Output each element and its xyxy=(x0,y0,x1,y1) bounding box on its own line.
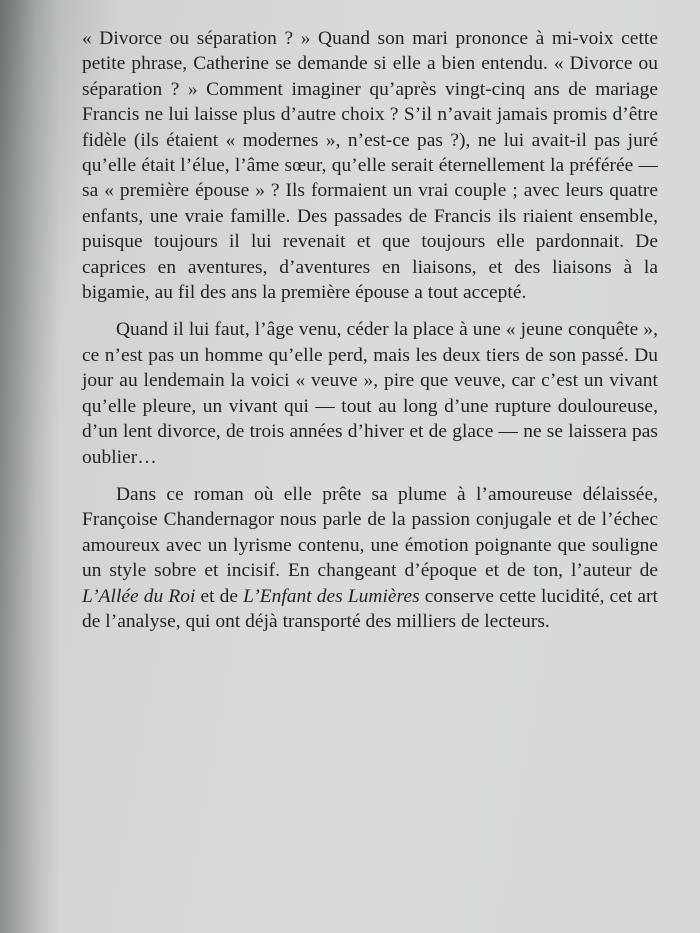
paragraph-3 xyxy=(82,482,658,634)
paragraph-3-text-part3: conserve cette lucidité, cet art de l’analyse, qui ont déjà transporté des milliers de lecteurs. xyxy=(82,585,658,632)
paragraph-2-text: Quand il lui faut, l’âge venu, céder la place à une « jeune conquête », ce n’est pas un homme qu’elle perd, mais les deux tiers de son passé. Du jour au lendemain la voici « veuve », pire que veuve, car c’est un vivant qu’elle pleure, un vivant qui — tout au long d’une rupture douloureuse, d’un lent divorce, de trois années d’hiver et de glace — ne se laissera pas oublier… xyxy=(82,319,658,468)
book-title-allee-du-roi: L’Allée du Roi xyxy=(82,585,196,607)
paragraph-3-text-part1: Dans ce roman où elle prête sa plume à l’amoureuse délaissée, Françoise Chandernagor nous parle de la passion conjugale et de l’échec amoureux avec un lyrisme contenu, une émotion poignante que souligne un style sobre et incisif. En changeant d’époque et de ton, l’auteur de xyxy=(82,483,658,582)
paragraph-1 xyxy=(82,26,658,305)
paragraph-1-text: « Divorce ou séparation ? » Quand son mari prononce à mi-voix cette petite phrase, Catherine se demande si elle a bien entendu. « Divorce ou séparation ? » Comment imaginer qu’après vingt-cinq ans de mariage Francis ne lui laisse plus d’autre choix ? S’il n’avait jamais promis d’être fidèle (ils étaient « modernes », n’est-ce pas ?), ne lui avait-il pas juré qu’elle était l’élue, l’âme sœur, qu’elle serait éternellement la préférée — sa « première épouse » ? Ils formaient un vrai couple ; avec leurs quatre enfants, une vraie famille. Des passades de Francis ils riaient ensemble, puisque toujours il lui revenait et que toujours elle pardonnait. De caprices en aventures, d’aventures en liaisons, et des liaisons à la bigamie, au fil des ans la première épouse a tout accepté. xyxy=(82,28,658,304)
page-shadow xyxy=(0,0,60,933)
paragraph-2 xyxy=(82,317,658,469)
paragraph-3-text-part2: et de xyxy=(195,585,244,607)
back-cover-text xyxy=(82,26,658,646)
book-title-enfant-des-lumieres: L’Enfant des Lumières xyxy=(243,585,420,607)
